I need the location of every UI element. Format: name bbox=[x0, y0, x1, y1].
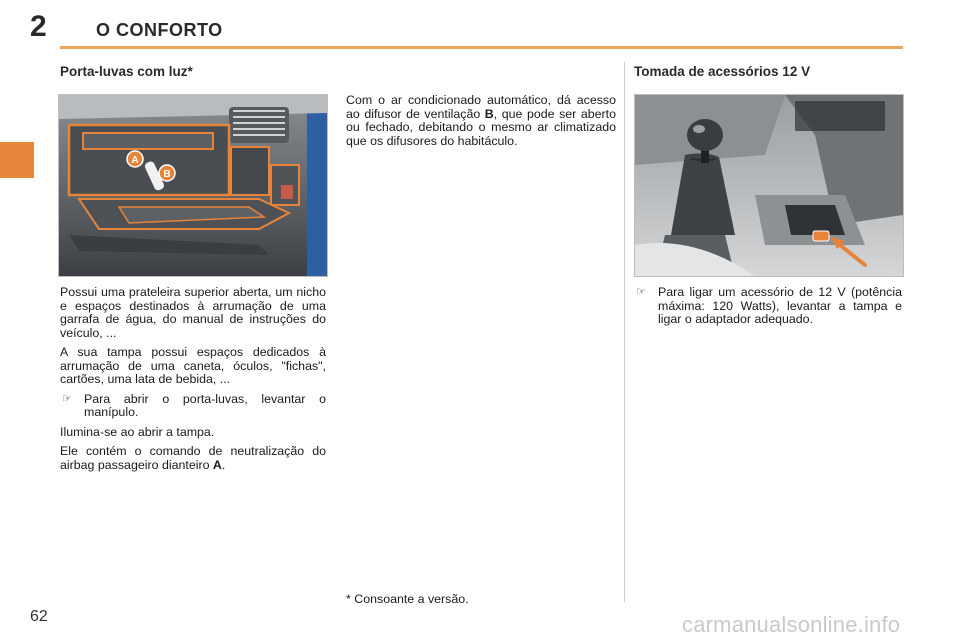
airbag-text: Ele contém o comando de neutralização do airbag passageiro dianteiro bbox=[60, 444, 326, 472]
glovebox-text bbox=[60, 286, 326, 478]
pointing-hand-icon: ☞ bbox=[62, 392, 72, 405]
watermark: carmanualsonline.info bbox=[682, 612, 901, 637]
glovebox-paragraph-lid: A sua tampa possui espaços dedicados à arrumação de uma caneta, óculos, "fichas", cartões, uma lata de bebida, ... bbox=[60, 345, 326, 386]
vent-paragraph bbox=[346, 94, 616, 148]
socket-drawing bbox=[635, 95, 903, 276]
socket-text bbox=[634, 286, 902, 333]
glovebox-drawing bbox=[59, 95, 327, 276]
callout-a: A bbox=[131, 155, 139, 166]
header-divider bbox=[60, 46, 903, 49]
socket-illustration bbox=[634, 94, 904, 277]
airbag-ref: A bbox=[212, 457, 222, 472]
socket-instruction bbox=[634, 286, 902, 327]
vent-ref: B bbox=[484, 106, 494, 121]
callout-b: B bbox=[163, 169, 171, 180]
chapter-number: 2 bbox=[30, 10, 47, 43]
column-divider bbox=[624, 62, 625, 602]
glovebox-paragraph-airbag bbox=[60, 445, 326, 472]
page-number: 62 bbox=[30, 608, 48, 625]
pointing-hand-icon: ☞ bbox=[636, 286, 646, 298]
chapter-side-tab bbox=[0, 142, 34, 178]
footnote: * Consoante a versão. bbox=[346, 592, 469, 606]
vent-text bbox=[346, 94, 616, 154]
socket-instruction-text: Para ligar um acessório de 12 V (potência máxima: 120 Watts), levantar a tampa e ligar o adaptador adequado. bbox=[658, 285, 902, 326]
glovebox-illustration bbox=[58, 94, 328, 277]
chapter-title: O CONFORTO bbox=[96, 20, 223, 40]
vent-text-prefix: Com o ar condicionado automático, dá acesso ao difusor de ventilação bbox=[346, 93, 616, 121]
airbag-suffix: . bbox=[221, 457, 226, 472]
socket-section-title: Tomada de acessórios 12 V bbox=[634, 64, 811, 79]
glovebox-open-instruction bbox=[60, 393, 326, 420]
vent-text-suffix: , que pode ser aberto ou fechado, debitando o mesmo ar climatizado que os difusores do habitáculo. bbox=[346, 106, 616, 148]
glovebox-paragraph-light: Ilumina-se ao abrir a tampa. bbox=[60, 424, 215, 439]
glovebox-open-text: Para abrir o porta-luvas, levantar o manípulo. bbox=[84, 391, 326, 419]
glovebox-paragraph-shelf: Possui uma prateleira superior aberta, um nicho e espaços destinados à arrumação de uma garrafa de água, do manual de instruções do veículo, ... bbox=[60, 285, 326, 340]
glovebox-section-title: Porta-luvas com luz* bbox=[60, 64, 193, 79]
